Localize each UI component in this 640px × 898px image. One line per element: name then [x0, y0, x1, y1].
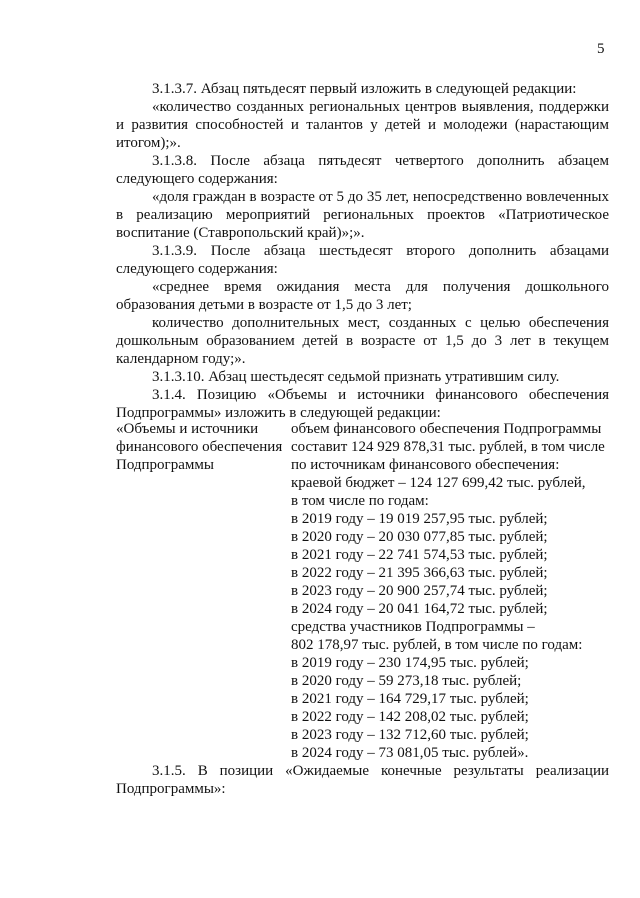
table-value-line: в 2019 году – 230 174,95 тыс. рублей;	[291, 655, 529, 671]
table-value-line: 802 178,97 тыс. рублей, в том числе по годам:	[291, 637, 583, 653]
table-value-line: в 2022 году – 21 395 366,63 тыс. рублей;	[291, 565, 548, 581]
table-value-line: в 2021 году – 164 729,17 тыс. рублей;	[291, 691, 529, 707]
table-label-line: финансового обеспечения	[116, 439, 283, 455]
table-value-line: в 2024 году – 73 081,05 тыс. рублей».	[291, 745, 529, 761]
table-value-line: в 2024 году – 20 041 164,72 тыс. рублей;	[291, 601, 548, 617]
table-value-line: в 2023 году – 20 900 257,74 тыс. рублей;	[291, 583, 548, 599]
table-label-line: Подпрограммы	[116, 457, 214, 473]
funding-table-value-cell	[291, 420, 609, 762]
paragraph: количество дополнительных мест, созданных с целью обеспечения дошкольным образованием детей в возрасте от 1,5 до 3 лет в текущем календарном году;».	[116, 315, 609, 367]
table-value-line: в 2020 году – 59 273,18 тыс. рублей;	[291, 673, 522, 689]
paragraph: 3.1.3.9. После абзаца шестьдесят второго дополнить абзацами следующего содержания:	[116, 243, 609, 277]
paragraph: 3.1.3.8. После абзаца пятьдесят четвертого дополнить абзацем следующего содержания:	[116, 153, 609, 187]
table-value-line: в 2023 году – 132 712,60 тыс. рублей;	[291, 727, 529, 743]
table-label-line: «Объемы и источники	[116, 421, 259, 437]
paragraph: «среднее время ожидания места для получения дошкольного образования детьми в возрасте от 1,5 до 3 лет;	[116, 279, 609, 313]
document-footer-body	[116, 762, 609, 798]
table-value-line: в 2022 году – 142 208,02 тыс. рублей;	[291, 709, 529, 725]
paragraph: «доля граждан в возрасте от 5 до 35 лет, непосредственно вовлеченных в реализацию мероприятий региональных проектов «Патриотическое воспитание (Ставропольский край)»;».	[116, 189, 609, 241]
paragraph: 3.1.4. Позицию «Объемы и источники финансового обеспечения Подпрограммы» изложить в следующей редакции:	[116, 387, 609, 421]
table-value-line: объем финансового обеспечения Подпрограммы	[291, 421, 602, 437]
paragraph: 3.1.3.10. Абзац шестьдесят седьмой признать утратившим силу.	[152, 369, 560, 385]
table-value-line: краевой бюджет – 124 127 699,42 тыс. рублей,	[291, 475, 586, 491]
table-value-line: средства участников Подпрограммы –	[291, 619, 535, 635]
funding-table-label-cell	[116, 420, 283, 474]
table-value-line: в 2020 году – 20 030 077,85 тыс. рублей;	[291, 529, 548, 545]
document-body	[116, 80, 609, 422]
table-value-line: составит 124 929 878,31 тыс. рублей, в том числе	[291, 439, 605, 455]
paragraph: «количество созданных региональных центров выявления, поддержки и развития способностей и талантов у детей и молодежи (нарастающим итогом);».	[116, 99, 609, 151]
page-number: 5	[597, 41, 605, 57]
table-value-line: по источникам финансового обеспечения:	[291, 457, 560, 473]
table-value-line: в 2021 году – 22 741 574,53 тыс. рублей;	[291, 547, 548, 563]
table-value-line: в 2019 году – 19 019 257,95 тыс. рублей;	[291, 511, 548, 527]
paragraph: 3.1.5. В позиции «Ожидаемые конечные результаты реализации Подпрограммы»:	[116, 763, 609, 797]
table-value-line: в том числе по годам:	[291, 493, 429, 509]
paragraph: 3.1.3.7. Абзац пятьдесят первый изложить в следующей редакции:	[152, 81, 577, 97]
